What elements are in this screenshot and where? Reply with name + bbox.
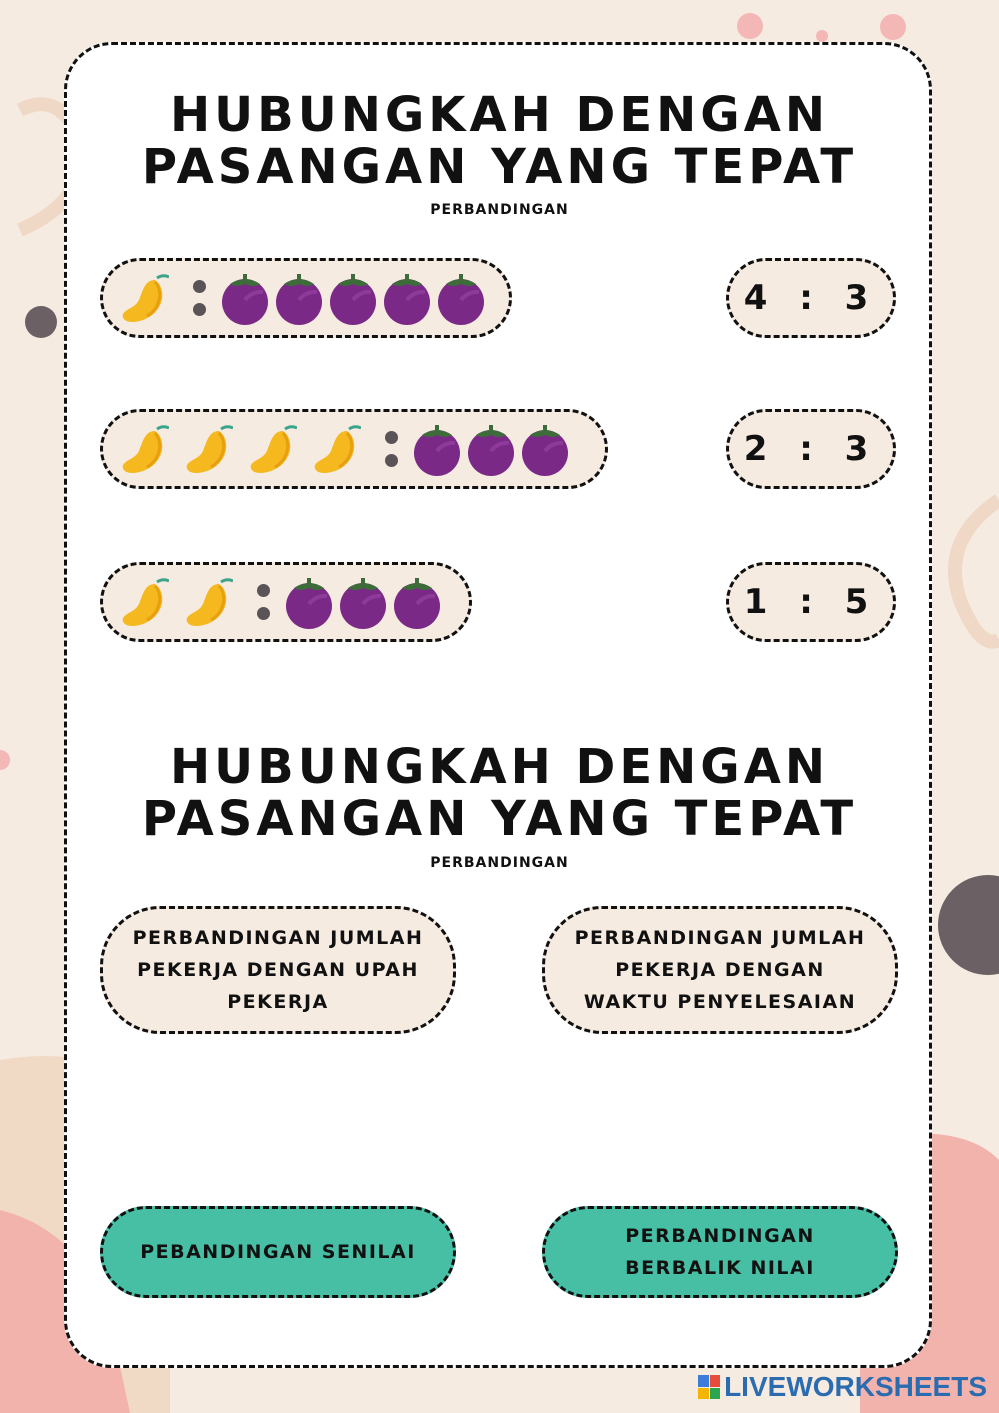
- mangosteen-icon: [520, 421, 570, 477]
- question-pill-2[interactable]: [100, 409, 608, 489]
- liveworksheets-logo: [698, 1371, 987, 1403]
- mango-icon: [119, 270, 179, 326]
- description-text: PERBANDINGAN JUMLAH PEKERJA DENGAN UPAH PEKERJA: [132, 927, 424, 1013]
- worksheet-card: [64, 42, 932, 1368]
- mangosteen-icon: [412, 421, 462, 477]
- mangosteen-icon: [274, 270, 324, 326]
- mangosteen-icon: [328, 270, 378, 326]
- mangosteen-icon: [436, 270, 486, 326]
- question-pill-1[interactable]: [100, 258, 512, 338]
- mangosteen-icon: [466, 421, 516, 477]
- section2-title-line1: HUBUNGKAH DENGAN: [169, 739, 830, 795]
- description-pill-1[interactable]: [100, 906, 456, 1034]
- mango-icon: [119, 574, 179, 630]
- liveworksheets-icon: [698, 1375, 720, 1399]
- ratio-label: 4 : 3: [743, 278, 879, 318]
- colon-separator: [385, 431, 398, 467]
- answer-pill-berbalik-nilai[interactable]: [542, 1206, 898, 1298]
- section1-title-line1: HUBUNGKAH DENGAN: [169, 87, 830, 143]
- answer-pill-senilai[interactable]: [100, 1206, 456, 1298]
- mangosteen-icon: [338, 574, 388, 630]
- section2-subtitle: PERBANDINGAN: [430, 855, 569, 871]
- section2-title-line2: PASANGAN YANG TEPAT: [141, 791, 858, 847]
- section1-title-line2: PASANGAN YANG TEPAT: [141, 139, 858, 195]
- description-pill-2[interactable]: [542, 906, 898, 1034]
- section1-subtitle: PERBANDINGAN: [430, 202, 569, 218]
- ratio-label: 1 : 5: [743, 582, 879, 622]
- answer-text: PEBANDINGAN SENILAI: [140, 1241, 416, 1263]
- answer-text: PERBANDINGAN BERBALIK NILAI: [625, 1225, 815, 1279]
- mangosteen-icon: [392, 574, 442, 630]
- mango-icon: [183, 574, 243, 630]
- footer-brand: LIVEWORKSHEETS: [724, 1371, 987, 1402]
- mangosteen-icon: [220, 270, 270, 326]
- ratio-label: 2 : 3: [743, 429, 879, 469]
- answer-pill-2[interactable]: [726, 409, 896, 489]
- mangosteen-icon: [284, 574, 334, 630]
- mango-icon: [311, 421, 371, 477]
- mango-icon: [183, 421, 243, 477]
- mangosteen-icon: [382, 270, 432, 326]
- question-pill-3[interactable]: [100, 562, 472, 642]
- answer-pill-3[interactable]: [726, 562, 896, 642]
- colon-separator: [193, 280, 206, 316]
- answer-pill-1[interactable]: [726, 258, 896, 338]
- description-text: PERBANDINGAN JUMLAH PEKERJA DENGAN WAKTU PENYELESAIAN: [574, 927, 866, 1013]
- colon-separator: [257, 584, 270, 620]
- mango-icon: [119, 421, 179, 477]
- mango-icon: [247, 421, 307, 477]
